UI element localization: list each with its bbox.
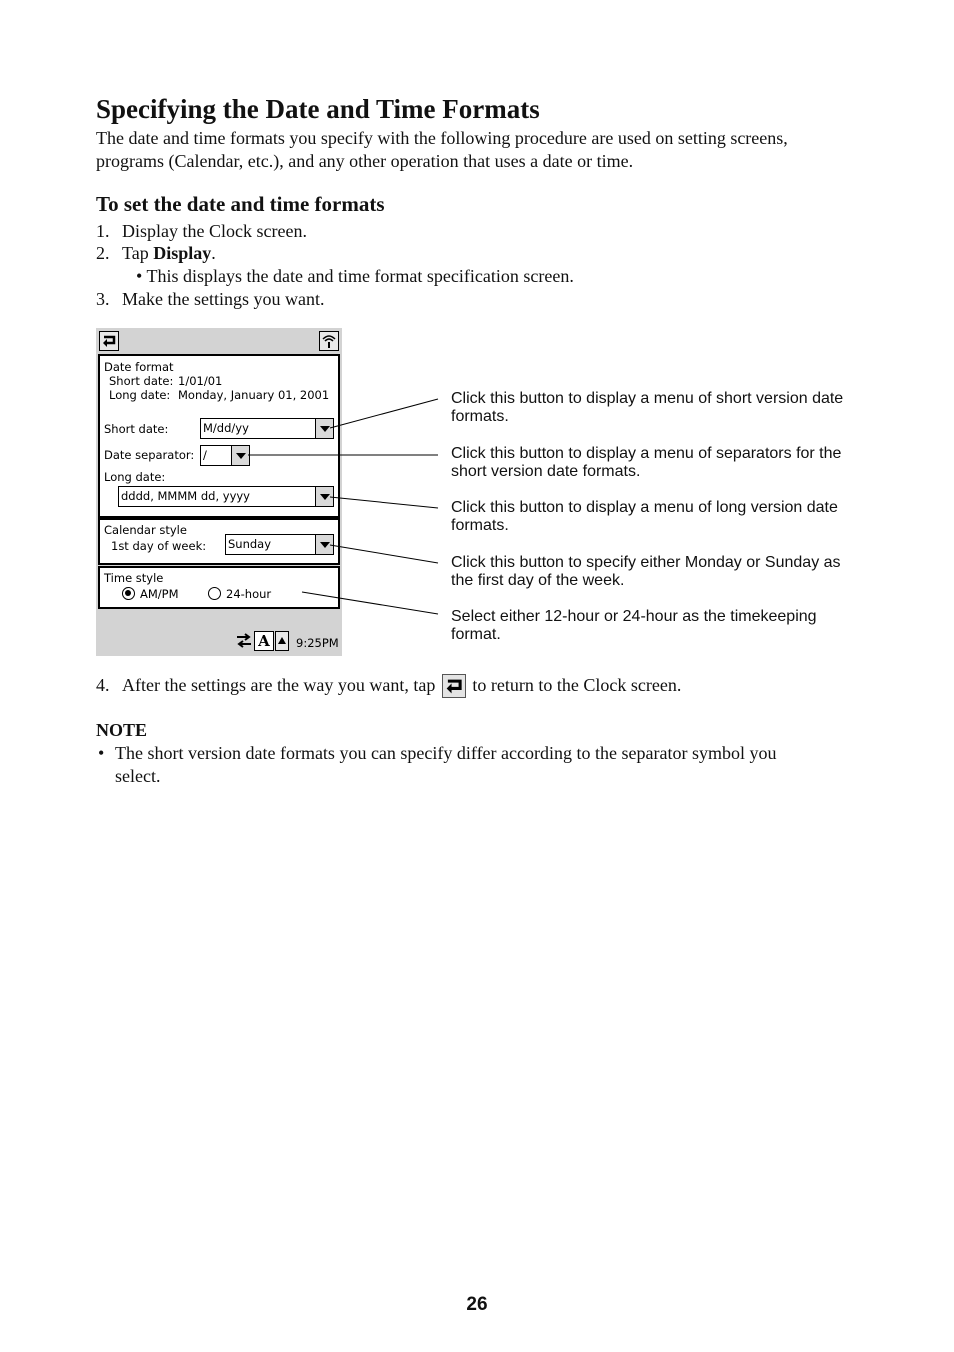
section-heading: To set the date and time formats (96, 192, 385, 216)
callout-line-4 (330, 545, 438, 563)
callout-time-style: Select either 12-hour or 24-hour as the timekeeping format. (451, 608, 817, 643)
short-date-preview-value: 1/01/01 (178, 374, 223, 388)
short-date-value: M/dd/yy (203, 421, 249, 435)
step-3-text: Make the settings you want. (122, 289, 325, 309)
long-date-label: Long date: (104, 470, 166, 484)
callout-line-1 (330, 399, 438, 428)
callout-separator: Click this button to display a menu of separators for the short version date formats. (451, 445, 842, 480)
note-line-2: select. (115, 766, 161, 786)
callout-first-day: Click this button to specify either Monday or Sunday as the first day of the week. (451, 554, 841, 589)
first-day-label: 1st day of week: (111, 539, 207, 553)
first-day-value: Sunday (228, 537, 272, 551)
ampm-label: AM/PM (140, 587, 179, 601)
short-date-label: Short date: (104, 422, 169, 436)
long-date-value: dddd, MMMM dd, yyyy (121, 489, 250, 503)
step-2-bold: Display (153, 243, 212, 263)
return-arrow-icon (442, 674, 466, 698)
long-date-preview-value: Monday, January 01, 2001 (178, 388, 330, 402)
step-2-pre: Tap (122, 243, 154, 263)
time-style-title: Time style (104, 571, 164, 585)
note-line-1: The short version date formats you can specify differ according to the separator symbol you (115, 743, 777, 763)
step-2-post: . (211, 243, 216, 263)
callout-line-5 (302, 592, 438, 614)
intro-line-2: programs (Calendar, etc.), and any other operation that uses a date or time. (96, 151, 634, 171)
date-format-title: Date format (104, 360, 174, 374)
hour24-label: 24-hour (226, 587, 272, 601)
step-1-text: Display the Clock screen. (122, 221, 307, 241)
step-4-number: 4. (96, 675, 110, 695)
step-4-pre: After the settings are the way you want, tap (122, 675, 436, 695)
step-2-bullet: • This displays the date and time format specification screen. (136, 266, 574, 286)
note-bullet: • (98, 743, 105, 763)
clock-time: 9:25PM (296, 636, 339, 650)
callout-long-date: Click this button to display a menu of long version date formats. (451, 499, 838, 534)
short-date-preview-label: Short date: (109, 374, 174, 388)
date-separator-value: / (203, 448, 207, 462)
step-2-number: 2. (96, 243, 110, 263)
page-title: Specifying the Date and Time Formats (96, 94, 540, 124)
input-mode-button[interactable]: A (254, 631, 274, 651)
date-separator-label: Date separator: (104, 448, 195, 462)
page-number: 26 (466, 1294, 488, 1315)
step-4 (96, 674, 681, 698)
note-title: NOTE (96, 720, 148, 740)
step-4-post: to return to the Clock screen. (472, 675, 682, 695)
intro-line-1: The date and time formats you specify with the following procedure are used on setting screens, (96, 128, 788, 148)
calendar-style-title: Calendar style (104, 523, 187, 537)
step-3-number: 3. (96, 289, 110, 309)
callout-line-3 (330, 497, 438, 508)
step-1-number: 1. (96, 221, 110, 241)
long-date-preview-label: Long date: (109, 388, 171, 402)
callout-short-date: Click this button to display a menu of short version date formats. (451, 390, 844, 425)
